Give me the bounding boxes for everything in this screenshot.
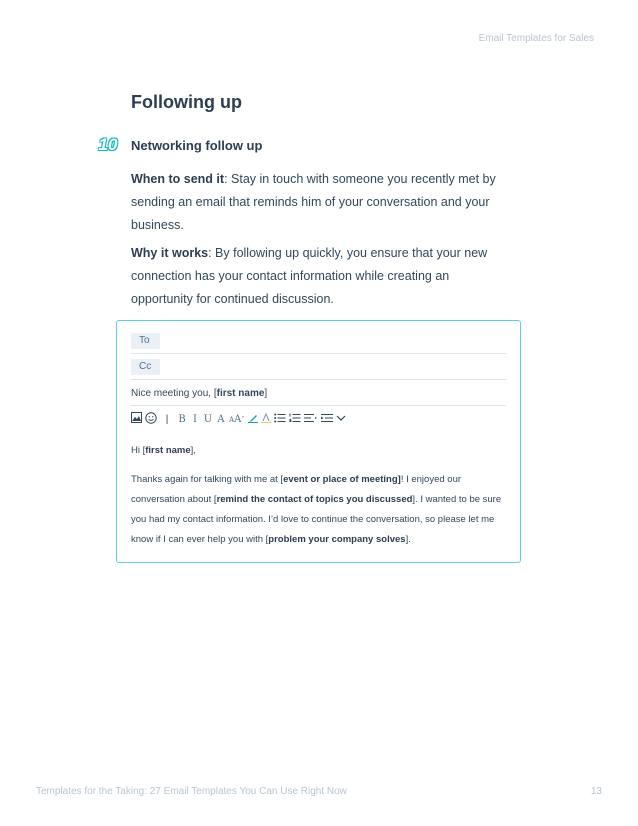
image-icon[interactable] [131, 412, 142, 426]
when-text: : Stay in touch with someone you recently met by sending an email that reminds him of your conversation and your business. [131, 172, 496, 232]
body-placeholder-2: remind the contact of topics you discussed [216, 494, 413, 505]
body-text-4: ]. [405, 534, 411, 545]
footer-title: Templates for the Taking: 27 Email Templates You Can Use Right Now [36, 786, 347, 797]
italic-button[interactable]: I [193, 413, 197, 425]
bulleted-list-icon[interactable] [274, 413, 286, 426]
cc-label: Cc [131, 359, 160, 375]
body-text-2: ! I enjoyed our conversation about [ [131, 474, 462, 505]
greeting-placeholder: first name [145, 445, 191, 456]
subject-prefix: Nice meeting you, [ [131, 388, 217, 399]
subject-line[interactable] [131, 383, 506, 406]
subject-placeholder: first name [216, 388, 265, 399]
body-placeholder-3: problem your company solves [268, 534, 406, 545]
font-size-button[interactable]: AAˇ [229, 413, 245, 425]
when-to-send-paragraph [131, 168, 511, 237]
template-number-badge: 10 [98, 135, 118, 154]
greeting-prefix: Hi [ [131, 445, 146, 456]
strikethrough-button[interactable]: A [217, 413, 225, 425]
why-text: : By following up quickly, you ensure that your new connection has your contact information while creating an opportunity for continued discussion. [131, 246, 488, 306]
body-text-3: ]. I wanted to be sure you had my contact information. I’d love to continue the conversation, so please let me know if I can ever help you with [ [131, 494, 502, 545]
template-title: Networking follow up [131, 138, 263, 153]
email-composer [116, 320, 521, 563]
cc-field[interactable] [131, 357, 506, 380]
emoji-icon[interactable] [145, 412, 157, 427]
body-text-1: Thanks again for talking with me at [ [131, 474, 284, 485]
subject-suffix: ] [264, 388, 268, 399]
indent-icon[interactable] [321, 413, 333, 426]
bold-button[interactable]: B [178, 413, 186, 425]
why-label: Why it works [131, 246, 209, 260]
to-label: To [131, 333, 160, 349]
body-placeholder-1: event or place of meeting] [283, 474, 401, 485]
email-body[interactable] [131, 470, 511, 550]
align-left-icon[interactable] [304, 413, 318, 426]
numbered-list-icon[interactable] [289, 413, 301, 426]
email-greeting[interactable] [131, 441, 511, 461]
underline-button[interactable]: U [203, 413, 213, 425]
document-header: Email Templates for Sales [478, 33, 594, 44]
to-field[interactable] [131, 331, 506, 354]
chevron-down-icon[interactable] [336, 414, 346, 425]
page-number: 13 [590, 786, 602, 797]
text-color-icon[interactable] [261, 413, 271, 426]
when-label: When to send it [131, 172, 225, 186]
section-title: Following up [131, 92, 242, 112]
toolbar-divider: | [165, 413, 169, 425]
formatting-toolbar [131, 411, 346, 427]
greeting-suffix: ], [190, 445, 196, 456]
why-it-works-paragraph [131, 242, 511, 311]
highlight-pen-icon[interactable] [248, 413, 258, 426]
